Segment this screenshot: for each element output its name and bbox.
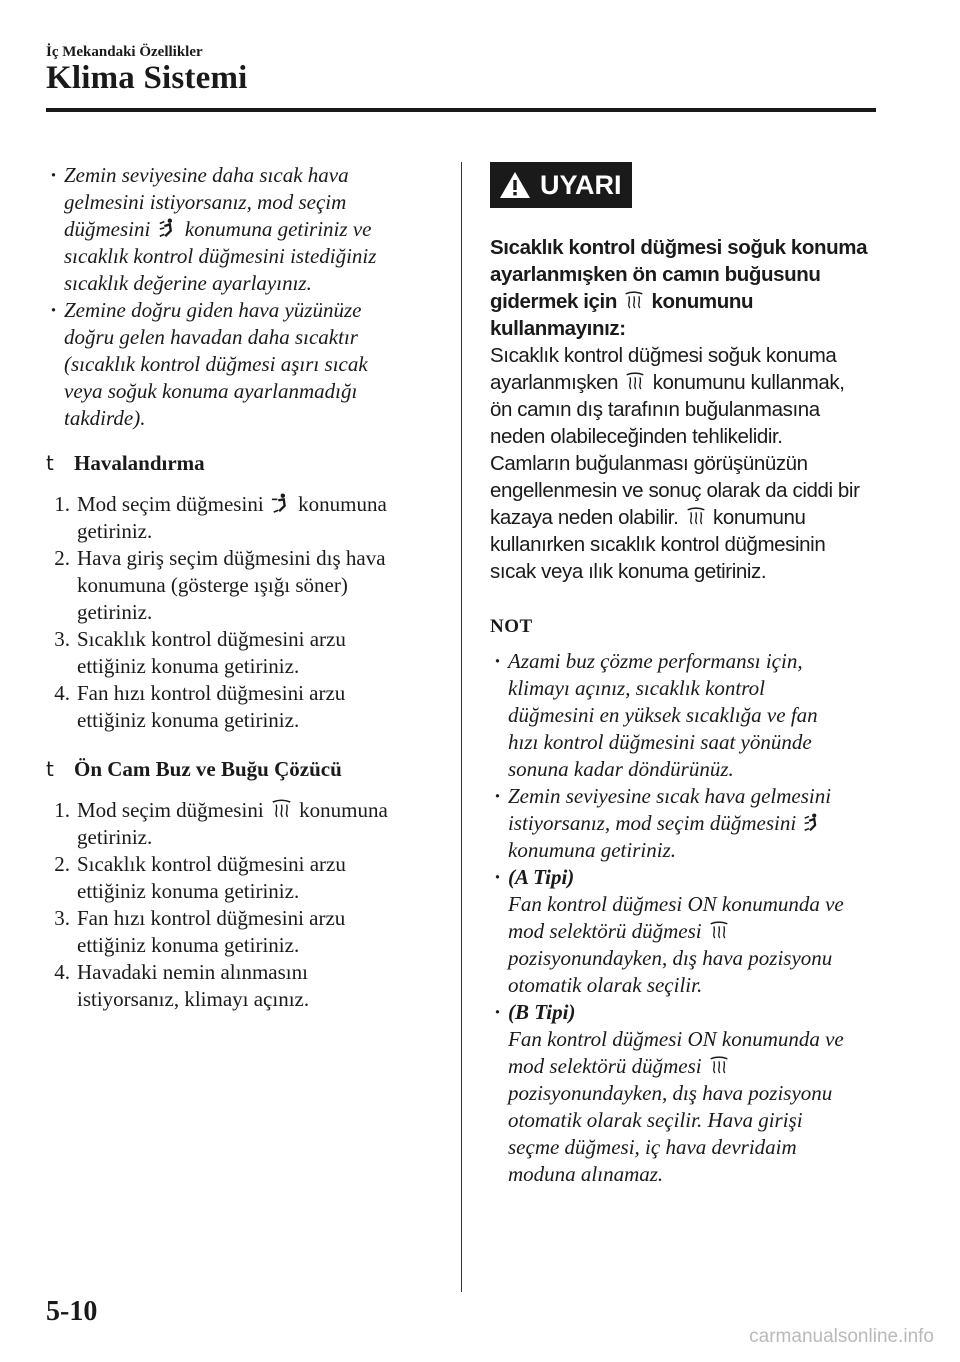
page-number: 5-10: [46, 1296, 98, 1327]
section-marker: t: [46, 451, 54, 475]
list-item: · Zemine doğru giden hava yüzünüze doğru gelen havadan daha sıcaktır (sıcaklık kontrol düğmesi aşırı sıcak veya soğuk konuma ayarlanmadığı takdirde).: [46, 297, 446, 432]
list-item: 1. Mod seçim düğmesini konumuna getiriniz.: [54, 798, 388, 849]
section-label: İç Mekandaki Özellikler: [46, 44, 203, 60]
list-item: 4. Fan hızı kontrol düğmesini arzu ettiğiniz konuma getiriniz.: [54, 681, 346, 732]
list-item: · Zemin seviyesine daha sıcak hava gelmesini istiyorsanız, mod seçim düğmesini konumuna getiriniz ve sıcaklık kontrol düğmesini istediğiniz sıcaklık değerine ayarlayınız.: [46, 162, 446, 297]
windshield-defrost-icon: [709, 921, 729, 940]
list-item: · Azami buz çözme performansı için, klimayı açınız, sıcaklık kontrol düğmesini en yüksek sıcaklığa ve fan hızı kontrol düğmesini saat yönünde sonuna kadar döndürünüz.: [490, 648, 880, 783]
list-item: 3. Fan hızı kontrol düğmesini arzu ettiğiniz konuma getiriniz.: [54, 906, 346, 957]
list-item: 2. Hava giriş seçim düğmesini dış hava konumuna (gösterge ışığı söner) getiriniz.: [54, 546, 386, 624]
section-marker: t: [46, 757, 54, 781]
floor-defrost-icon: [158, 218, 178, 238]
note-heading: NOT: [490, 616, 533, 637]
warning-triangle-icon: [498, 170, 532, 200]
left-column: [46, 162, 446, 1013]
list-item: 4. Havadaki nemin alınmasını istiyorsanız, klimayı açınız.: [54, 960, 310, 1011]
list-item: 1. Mod seçim düğmesini konumuna getiriniz.: [54, 492, 387, 543]
watermark: carmanualsonline.info: [749, 1326, 934, 1347]
header-divider: [46, 108, 876, 112]
note-list: [490, 648, 880, 1188]
list-item: · (A Tipi) Fan kontrol düğmesi ON konumunda ve mod selektörü düğmesi pozisyonundayken, dış hava pozisyonu otomatik olarak seçilir.: [490, 864, 880, 999]
section-heading-ventilation: t Havalandırma: [46, 451, 205, 475]
windshield-defrost-icon: [625, 372, 645, 391]
right-column: [490, 162, 880, 1188]
floor-defrost-icon: [803, 813, 822, 832]
warning-badge: UYARI: [490, 162, 632, 208]
list-item: · (B Tipi) Fan kontrol düğmesi ON konumunda ve mod selektörü düğmesi pozisyonundayken, dış hava pozisyonu otomatik olarak seçilir. Hava girişi seçme düğmesi, iç hava devridaim moduna alınamaz.: [490, 999, 880, 1188]
list-item: 3. Sıcaklık kontrol düğmesini arzu ettiğiniz konuma getiriniz.: [54, 627, 346, 678]
windshield-defrost-icon: [686, 507, 706, 526]
windshield-defrost-icon: [624, 291, 644, 310]
warning-text: Sıcaklık kontrol düğmesi soğuk konuma ayarlanmışken ön camın buğusunu gidermek için konumunu kullanmayınız: Sıcaklık kontrol düğmesi soğuk konuma ayarlanmışken konumunu kullanmak, ön camın dış tarafının buğulanmasına neden olabileceğinden tehlikelidir. Camların buğulanması görüşünüzün engellenmesin ve sonuç olarak da ciddi bir kazaya neden olabilir. konumunu kullanırken sıcaklık kontrol düğmesinin sıcak veya ılık konuma getiriniz.: [490, 236, 868, 583]
windshield-defrost-icon: [271, 799, 292, 819]
section-heading-defroster: t Ön Cam Buz ve Buğu Çözücü: [46, 757, 342, 781]
windshield-defrost-icon: [709, 1056, 729, 1075]
vent-mode-icon: [271, 493, 291, 513]
page-title: Klima Sistemi: [46, 60, 248, 96]
list-item: 2. Sıcaklık kontrol düğmesini arzu ettiğiniz konuma getiriniz.: [54, 852, 346, 903]
list-item: · Zemin seviyesine sıcak hava gelmesini istiyorsanız, mod seçim düğmesini konumuna getiriniz.: [490, 783, 880, 864]
column-divider: [461, 162, 462, 1292]
